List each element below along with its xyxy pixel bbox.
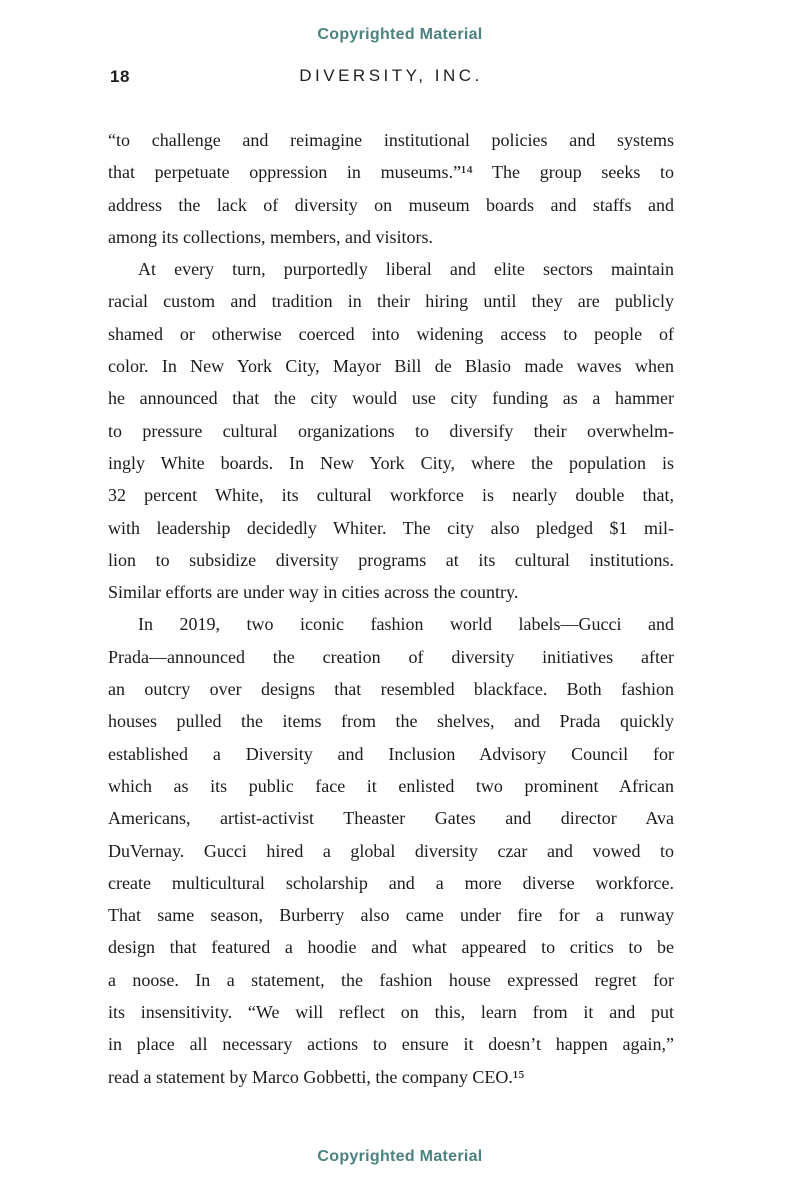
text-line: Prada—announced the creation of diversity initiatives after — [108, 646, 674, 667]
text-line: that perpetuate oppression in museums.”¹⁴ The group seeks to — [108, 162, 674, 183]
text-line: ingly White boards. In New York City, where the population is — [108, 452, 674, 473]
body-text — [108, 124, 674, 1093]
text-line: in place all necessary actions to ensure it doesn’t happen again,” — [108, 1034, 674, 1055]
text-line: Americans, artist-activist Theaster Gates and director Ava — [108, 808, 674, 829]
text-line: “to challenge and reimagine institutional policies and systems — [108, 130, 674, 150]
text-line: with leadership decidedly Whiter. The city also pledged $1 mil- — [108, 517, 674, 538]
text-line: That same season, Burberry also came under fire for a runway — [108, 905, 674, 926]
text-line: an outcry over designs that resembled blackface. Both fashion — [108, 679, 674, 700]
text-line: racial custom and tradition in their hiring until they are publicly — [108, 291, 674, 312]
text-line: Similar efforts are under way in cities across the country. — [108, 582, 519, 603]
text-line: he announced that the city would use city funding as a hammer — [108, 388, 674, 409]
text-line: read a statement by Marco Gobbetti, the company CEO.¹⁵ — [108, 1066, 525, 1087]
text-line: At every turn, purportedly liberal and elite sectors maintain — [138, 259, 674, 280]
text-line: lion to subsidize diversity programs at its cultural institutions. — [108, 549, 674, 570]
text-line: to pressure cultural organizations to diversify their overwhelm- — [108, 420, 674, 441]
text-line: 32 percent White, its cultural workforce is nearly double that, — [108, 485, 674, 506]
page-number: 18 — [110, 67, 130, 86]
running-header-title: DIVERSITY, INC. — [299, 66, 483, 85]
text-line: design that featured a hoodie and what appeared to critics to be — [108, 937, 674, 958]
text-line: create multicultural scholarship and a more diverse workforce. — [108, 872, 674, 893]
text-line: address the lack of diversity on museum boards and staffs and — [108, 194, 674, 215]
text-line: houses pulled the items from the shelves, and Prada quickly — [108, 711, 674, 732]
text-line: among its collections, members, and visitors. — [108, 226, 433, 247]
copyright-watermark-top: Copyrighted Material — [317, 26, 483, 43]
text-line: its insensitivity. “We will reflect on this, learn from it and put — [108, 1002, 674, 1023]
text-line: established a Diversity and Inclusion Advisory Council for — [108, 743, 674, 764]
copyright-watermark-bottom: Copyrighted Material — [317, 1148, 483, 1165]
text-line: shamed or otherwise coerced into widening access to people of — [108, 323, 674, 344]
text-line: In 2019, two iconic fashion world labels—Gucci and — [138, 614, 674, 635]
text-line: a noose. In a statement, the fashion house expressed regret for — [108, 969, 674, 990]
text-line: DuVernay. Gucci hired a global diversity czar and vowed to — [108, 840, 674, 861]
text-line: which as its public face it enlisted two prominent African — [108, 775, 674, 796]
page-header — [108, 66, 674, 90]
text-line: color. In New York City, Mayor Bill de Blasio made waves when — [108, 356, 674, 377]
